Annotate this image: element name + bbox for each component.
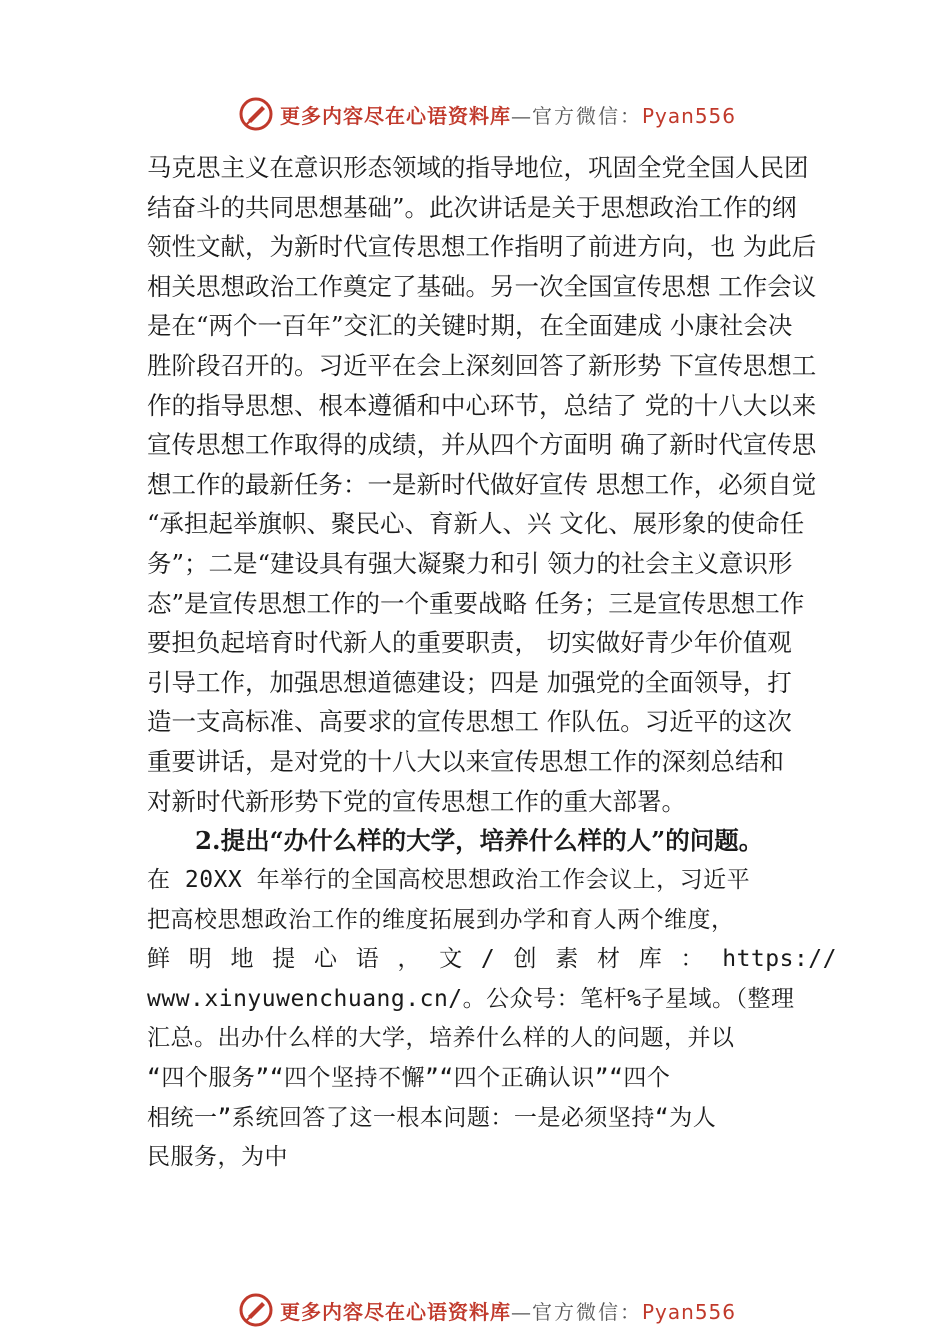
section-line: “四个服务”“四个坚持不懈”“四个正确认识”“四个 — [147, 1065, 671, 1092]
body-line: “承担起举旗帜、聚民心、育新人、兴 文化、展形象的使命任 — [147, 509, 805, 539]
document-body — [147, 148, 837, 1178]
brand-logo-icon — [238, 96, 274, 132]
footer-wechat-label: 官方微信： — [532, 1299, 642, 1324]
body-line: 领性文献，为新时代宣传思想工作指明了前进方向，也 为此后 — [147, 232, 817, 262]
footer-wechat-id: Pyan556 — [642, 1299, 737, 1324]
body-line: 要担负起培育时代新人的重要职责， 切实做好青少年价值观 — [147, 628, 792, 658]
section-line: 相统一”系统回答了这一根本问题：一是必须坚持“为人 — [147, 1104, 717, 1131]
section-line: 在 20XX 年举行的全国高校思想政治工作会议上，习近平 — [147, 867, 751, 894]
footer-brand-text — [280, 1296, 736, 1325]
footer-brand: 更多内容尽在心语资料库 — [280, 1299, 511, 1324]
body-line: 务”；二是“建设具有强大凝聚力和引 领力的社会主义意识形 — [147, 548, 793, 578]
body-line: 造一支高标准、高要求的宣传思想工 作队伍。习近平的这次 — [147, 707, 792, 737]
body-line: 宣传思想工作取得的成绩，并从四个方面明 确了新时代宣传思 — [147, 430, 817, 460]
body-line: 相关思想政治工作奠定了基础。另一次全国宣传思想 工作会议 — [147, 271, 817, 301]
header-wechat-id: Pyan556 — [642, 103, 737, 128]
section-line: 鲜明地提心语，文/创素材库：https:// — [147, 946, 837, 973]
header-wechat-label: 官方微信： — [532, 103, 642, 128]
section-line: www.xinyuwenchuang.cn/。公众号：笔杆%子星域。（整理 — [147, 985, 795, 1012]
footer-separator: — — [511, 1299, 532, 1324]
body-line: 胜阶段召开的。习近平在会上深刻回答了新形势 下宣传思想工 — [147, 350, 817, 380]
header-separator: — — [511, 103, 532, 128]
header-banner — [238, 94, 758, 134]
body-line: 是在“两个一百年”交汇的关键时期，在全面建成 小康社会决 — [147, 311, 793, 341]
header-brand: 更多内容尽在心语资料库 — [280, 103, 511, 128]
section-heading: 2.提出“办什么样的大学，培养什么样的人”的问题。 — [195, 826, 764, 856]
body-line: 作的指导思想、根本遵循和中心环节，总结了 党的十八大以来 — [147, 390, 817, 420]
brand-logo-icon — [238, 1292, 274, 1328]
footer-banner — [238, 1290, 758, 1330]
section-line: 把高校思想政治工作的维度拓展到办学和育人两个维度， — [147, 906, 735, 933]
body-line: 想工作的最新任务：一是新时代做好宣传 思想工作，必须自觉 — [147, 469, 817, 499]
header-brand-text — [280, 100, 736, 129]
section-line: 汇总。出办什么样的大学，培养什么样的人的问题，并以 — [147, 1025, 735, 1052]
body-line: 引导工作，加强思想道德建设；四是 加强党的全面领导，打 — [147, 667, 792, 697]
body-line: 结奋斗的共同思想基础”。此次讲话是关于思想政治工作的纲 — [147, 192, 797, 222]
section-line: 民服务，为中 — [147, 1144, 288, 1171]
body-line: 态”是宣传思想工作的一个重要战略 任务；三是宣传思想工作 — [147, 588, 805, 618]
body-line: 马克思主义在意识形态领域的指导地位，巩固全党全国人民团 — [147, 153, 809, 182]
body-line: 重要讲话，是对党的十八大以来宣传思想工作的深刻总结和 — [147, 746, 784, 776]
body-line: 对新时代新形势下党的宣传思想工作的重大部署。 — [147, 786, 686, 816]
